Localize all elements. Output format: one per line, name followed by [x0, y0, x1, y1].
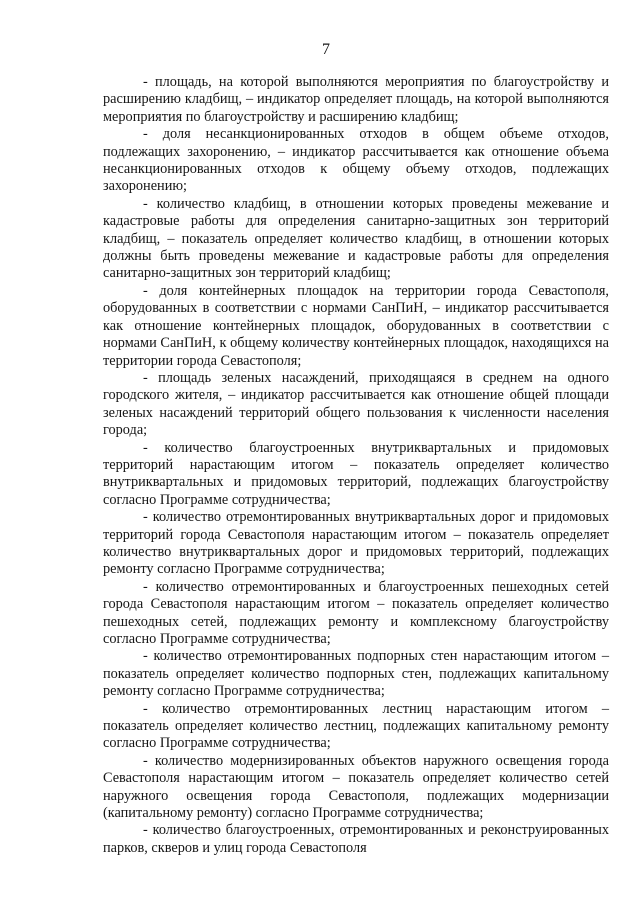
paragraph-pedestrian-networks: - количество отремонтированных и благоустроенных пешеходных сетей города Севастополя нарастающим итогом – показатель определяет количество пешеходных сетей, подлежащих ремонту и комплексному благоустройству согласно Программе сотрудничества;	[103, 578, 609, 647]
paragraph-stairs: - количество отремонтированных лестниц нарастающим итогом – показатель определяет количество лестниц, подлежащих капитальному ремонту согласно Программе сотрудничества;	[103, 700, 609, 752]
paragraph-street-lighting: - количество модернизированных объектов наружного освещения города Севастополя нарастающим итогом – показатель определяет количество сетей наружного освещения города Севастополя, подлежащих модернизации (капитальному ремонту) согласно Программе сотрудничества;	[103, 752, 609, 822]
paragraph-cemetery-surveying: - количество кладбищ, в отношении которых проведены межевание и кадастровые работы для определения санитарно-защитных зон территорий кладбищ, – показатель определяет количество кладбищ, в отношении которых должны быть проведены межевание и кадастровые работы для определения санитарно-защитных зон территорий кладбищ;	[103, 195, 609, 282]
page-number: 7	[322, 41, 330, 58]
paragraph-parks-squares-streets: - количество благоустроенных, отремонтированных и реконструированных парков, скверов и улиц города Севастополя	[103, 822, 609, 856]
document-body	[103, 74, 609, 857]
paragraph-green-area-per-resident: - площадь зеленых насаждений, приходящаяся в среднем на одного городского жителя, – индикатор рассчитывается как отношение общей площади зеленых насаждений территорий общего пользования к численности населения города;	[103, 369, 609, 439]
paragraph-container-sites-share: - доля контейнерных площадок на территории города Севастополя, оборудованных в соответствии с нормами СанПиН, – индикатор рассчитывается как отношение контейнерных площадок, оборудованных в соответствии с нормами СанПиН, к общему количеству контейнерных площадок, находящихся на территории города Севастополя;	[103, 282, 609, 369]
paragraph-cemetery-area: - площадь, на которой выполняются мероприятия по благоустройству и расширению кладбищ, – индикатор определяет площадь, на которой выполняются мероприятия по благоустройству и расширению кладбищ;	[103, 74, 609, 125]
paragraph-repaired-roads: - количество отремонтированных внутриквартальных дорог и придомовых территорий города Севастополя нарастающим итогом – показатель определяет количество внутриквартальных дорог и придомовых территорий, подлежащих ремонту согласно Программе сотрудничества;	[103, 509, 609, 578]
paragraph-courtyard-territories: - количество благоустроенных внутриквартальных и придомовых территорий нарастающим итогом – показатель определяет количество внутриквартальных и придомовых территорий, подлежащих благоустройству согласно Программе сотрудничества;	[103, 439, 609, 508]
paragraph-unauthorized-waste-share: - доля несанкционированных отходов в общем объеме отходов, подлежащих захоронению, – индикатор рассчитывается как отношение объема несанкционированных отходов к общему объему отходов, подлежащих захоронению;	[103, 126, 609, 195]
paragraph-retaining-walls: - количество отремонтированных подпорных стен нарастающим итогом – показатель определяет количество подпорных стен, подлежащих капитальному ремонту согласно Программе сотрудничества;	[103, 648, 609, 700]
